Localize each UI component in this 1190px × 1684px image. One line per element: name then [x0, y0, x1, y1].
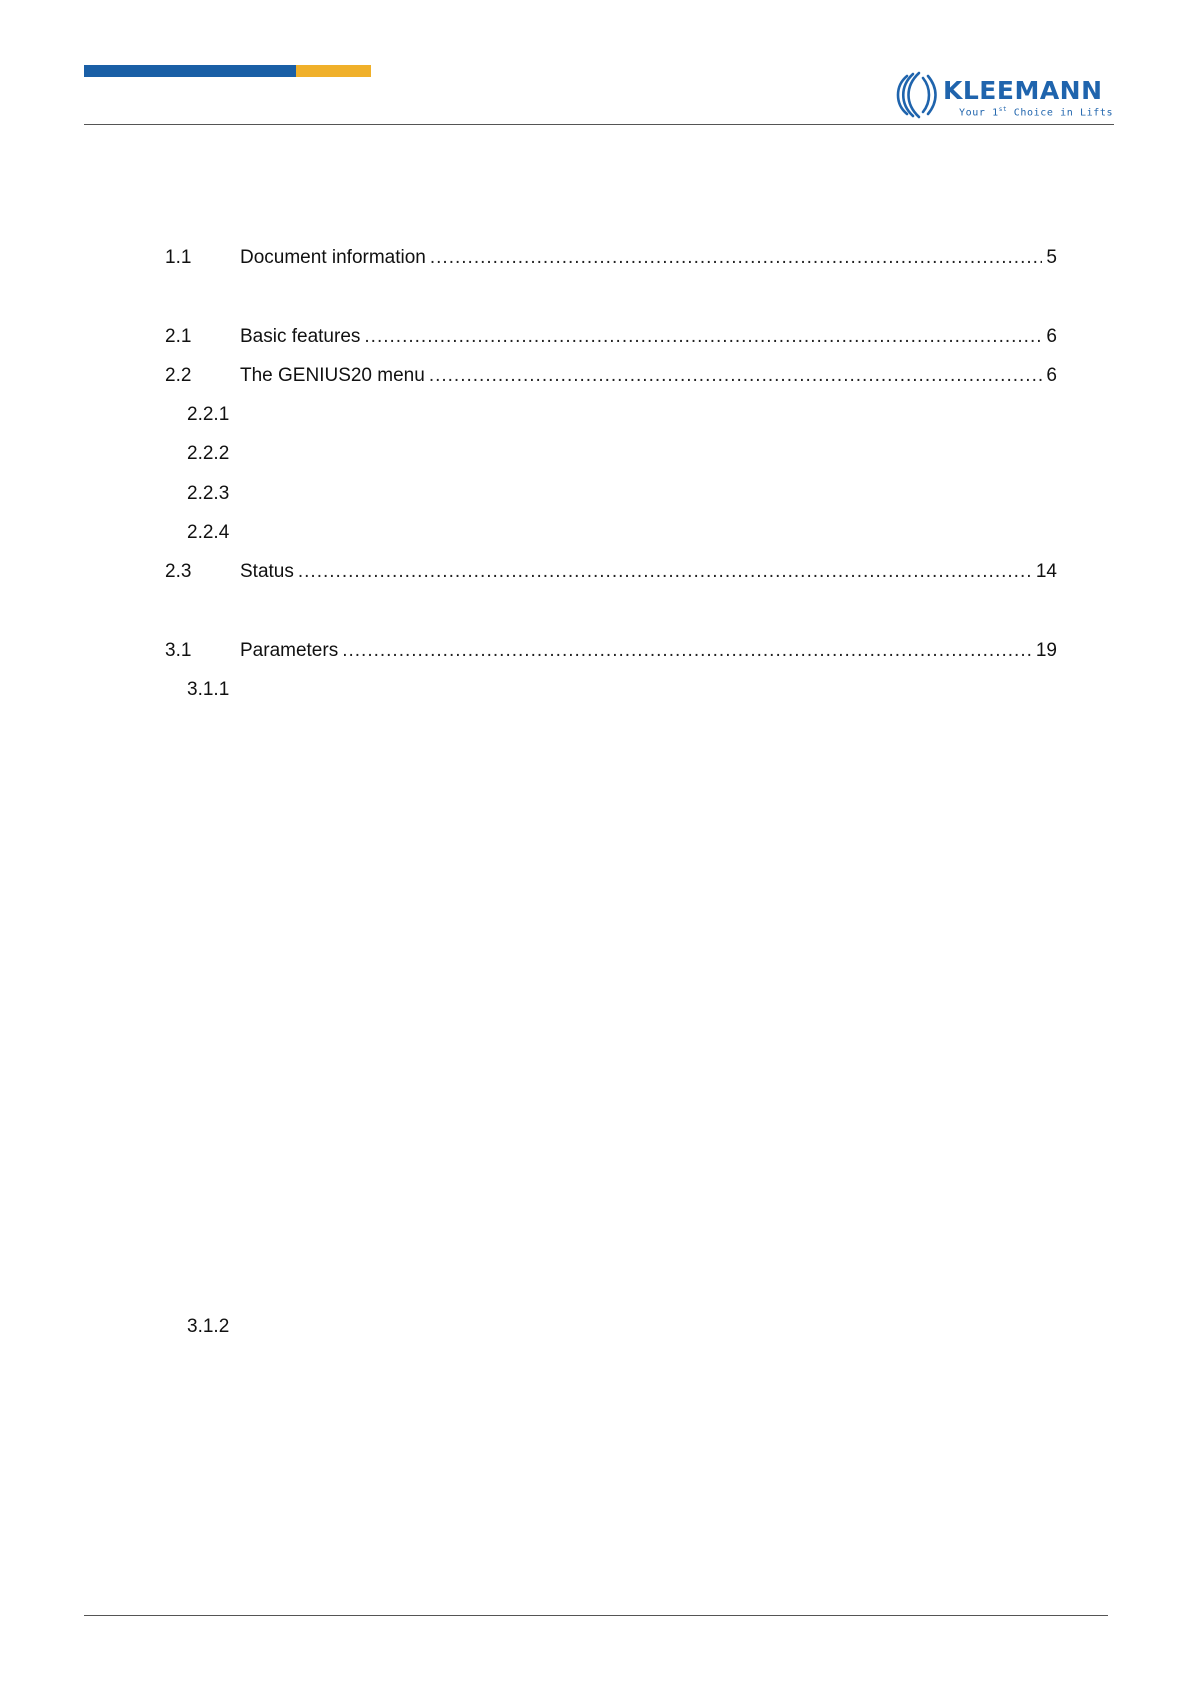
toc-entry-title: Basic features	[240, 326, 361, 347]
toc-subsection-2-2-3[interactable]: 2.2.3	[187, 483, 230, 504]
header-divider	[84, 124, 1114, 125]
toc-entry-page: 19	[1035, 640, 1057, 661]
toc-entry-number: 2.1	[165, 326, 192, 347]
toc-entry-page: 5	[1046, 247, 1057, 268]
toc-entry-title: Document information	[240, 247, 426, 268]
footer-divider	[84, 1615, 1108, 1616]
toc-entry-2-1[interactable]	[165, 326, 1057, 352]
toc-entry-number: 3.1	[165, 640, 192, 661]
toc-subsection-2-2-4[interactable]: 2.2.4	[187, 522, 230, 543]
toc-leader-dots	[430, 247, 1043, 269]
toc-leader-dots	[342, 640, 1032, 662]
toc-subsection-2-2-1[interactable]: 2.2.1	[187, 404, 230, 425]
toc-entry-3-1[interactable]	[165, 640, 1057, 666]
toc-entry-page: 6	[1046, 326, 1057, 347]
toc-subsection-2-2-2[interactable]: 2.2.2	[187, 443, 230, 464]
toc-leader-dots	[298, 561, 1032, 583]
toc-entry-number: 1.1	[165, 247, 192, 268]
toc-leader-dots	[429, 365, 1043, 387]
kleemann-logo	[893, 70, 1118, 120]
kleemann-logo-icon	[893, 70, 941, 120]
toc-entry-title: The GENIUS20 menu	[240, 365, 425, 386]
toc-entry-number: 2.2	[165, 365, 192, 386]
header-accent-bar-blue	[84, 65, 296, 77]
logo-wordmark: KLEEMANN	[943, 76, 1103, 105]
toc-subsection-3-1-2[interactable]: 3.1.2	[187, 1316, 230, 1337]
toc-entry-page: 14	[1035, 561, 1057, 582]
toc-entry-2-3[interactable]	[165, 561, 1057, 587]
toc-entry-1-1[interactable]	[165, 247, 1057, 273]
toc-entry-title: Parameters	[240, 640, 339, 661]
toc-entry-2-2[interactable]	[165, 365, 1057, 391]
toc-entry-number: 2.3	[165, 561, 192, 582]
toc-leader-dots	[364, 326, 1042, 348]
toc-entry-page: 6	[1046, 365, 1057, 386]
header-accent-bar-yellow	[296, 65, 371, 77]
logo-tagline: Your 1st Choice in Lifts	[959, 106, 1114, 119]
toc-entry-title: Status	[240, 561, 294, 582]
toc-subsection-3-1-1[interactable]: 3.1.1	[187, 679, 230, 700]
